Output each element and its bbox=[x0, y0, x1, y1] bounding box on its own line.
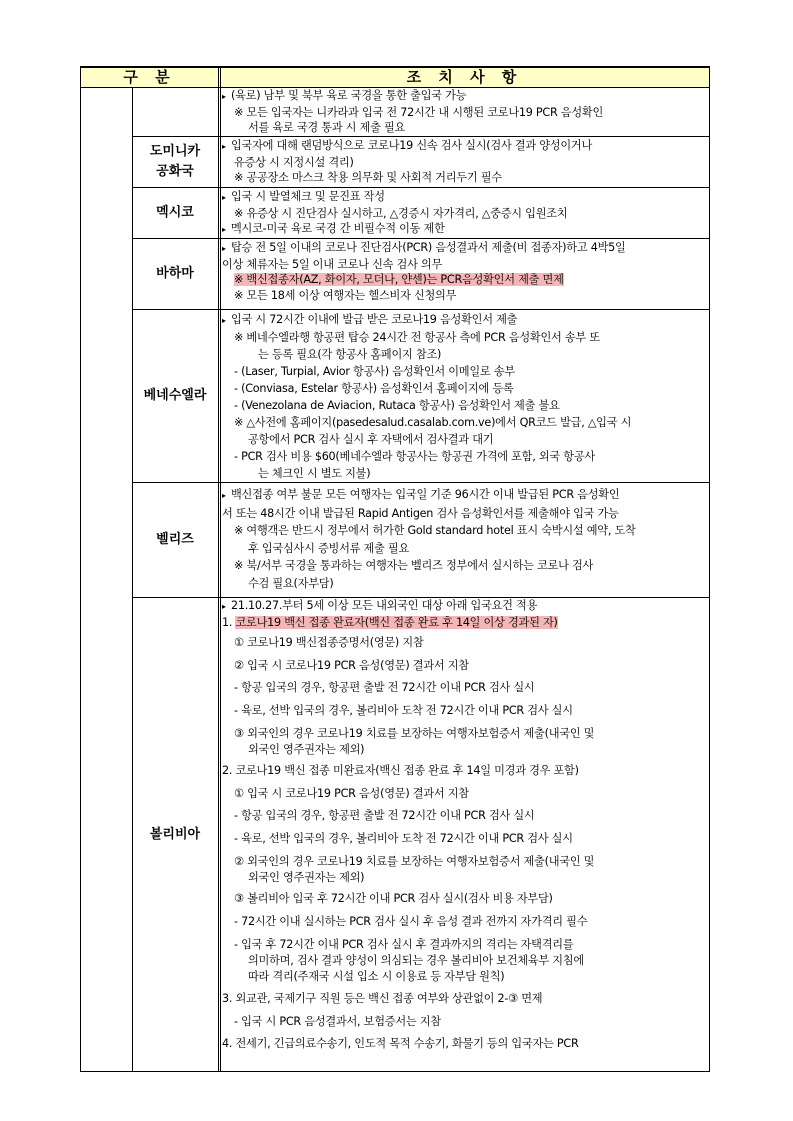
list-item: 4. 전세기, 긴급의료수송기, 인도적 목적 수송기, 화물기 등의 입국자는 PCR bbox=[222, 1037, 579, 1050]
row-dominican-content bbox=[222, 138, 707, 186]
list-item: 는 등록 필요(각 항공사 홈페이지 참조) bbox=[258, 348, 442, 361]
list-item: ▸ 입국 시 발열체크 및 문진표 작성 bbox=[222, 189, 707, 206]
bullet-triangle-icon: ▸ bbox=[222, 142, 226, 151]
list-item: - 항공 입국의 경우, 항공편 출발 전 72시간 이내 PCR 검사 실시 bbox=[234, 809, 535, 822]
row-bolivia-content bbox=[222, 599, 707, 1056]
list-item: ※ 모든 입국자는 니카라과 입국 전 72시간 내 시행된 코로나19 PCR 음성확인 bbox=[234, 105, 604, 119]
list-item: - 항공 입국의 경우, 항공편 출발 전 72시간 이내 PCR 검사 실시 bbox=[234, 681, 535, 694]
list-item: ① 입국 시 코로나19 PCR 음성(영문) 결과서 지참 bbox=[234, 786, 469, 800]
table-border-left bbox=[80, 66, 81, 1072]
country-belize: 벨리즈 bbox=[156, 532, 194, 547]
list-item: ▸ 탑승 전 5일 이내의 코로나 진단검사(PCR) 음성결과서 제출(비 접종자)하고 4박5일 bbox=[222, 240, 707, 257]
country-venezuela: 베네수엘라 bbox=[143, 388, 207, 403]
row-border bbox=[132, 187, 710, 188]
bullet-triangle-icon: ▸ bbox=[222, 491, 226, 500]
list-item: ※ 유증상 시 진단검사 실시하고, △경증시 자가격리, △중증시 입원조치 bbox=[234, 206, 568, 220]
list-item: 외국인 영주권자는 제외) bbox=[248, 871, 365, 884]
list-item: 수검 필요(자부담) bbox=[248, 576, 334, 590]
list-item: ③ 외국인의 경우 코로나19 치료를 보장하는 여행자보험증서 제출(내국인 및 bbox=[234, 727, 595, 740]
column-divider-double-b bbox=[220, 66, 221, 1072]
header-measures: 조 치 사 항 bbox=[220, 66, 709, 88]
country-bahamas: 바하마 bbox=[156, 266, 194, 281]
list-item: 공항에서 PCR 검사 실시 후 자택에서 검사결과 대기 bbox=[248, 433, 494, 446]
country-mexico: 멕시코 bbox=[156, 205, 194, 220]
list-item: ▸ 멕시코-미국 육로 국경 간 비필수적 이동 제한 bbox=[222, 221, 707, 238]
row-belize-content bbox=[222, 486, 707, 592]
highlighted-note: 1. 코로나19 백신 접종 완료자(백신 접종 완료 후 14일 이상 경과된 자) bbox=[222, 616, 558, 629]
highlighted-note: ※ 백신접종자(AZ, 화이자, 모더나, 얀센)는 PCR음성확인서 제출 면제 bbox=[234, 273, 564, 286]
list-item: - 입국 시 PCR 음성결과서, 보험증서는 지참 bbox=[234, 1014, 441, 1028]
list-item: ▸ 입국 시 72시간 이내에 발급 받은 코로나19 음성확인서 제출 bbox=[222, 311, 707, 329]
row-border bbox=[132, 597, 710, 598]
list-item: ② 입국 시 코로나19 PCR 음성(영문) 결과서 지참 bbox=[234, 658, 469, 672]
list-item: - (Venezolana de Aviacion, Rutaca 항공사) 음성확인서 제출 불요 bbox=[234, 399, 560, 412]
list-item: - PCR 검사 비용 $60(베네수엘라 항공사는 항공권 가격에 포함, 외국 항공사 bbox=[234, 450, 595, 463]
list-item: 후 입국심사시 증빙서류 제출 필요 bbox=[248, 541, 410, 555]
list-item: ▸ 백신접종 여부 불문 모든 여행자는 입국일 기준 96시간 이내 발급된 PCR 음성확인 bbox=[222, 486, 707, 505]
list-item: 의미하며, 검사 결과 양성이 의심되는 경우 볼리비아 보건체육부 지침에 bbox=[248, 954, 584, 967]
row-border bbox=[132, 482, 710, 483]
header-category: 구 분 bbox=[81, 66, 218, 88]
list-item: ※ 공공장소 마스크 착용 의무화 및 사회적 거리두기 필수 bbox=[234, 171, 502, 184]
list-item: 따라 격리(주재국 시설 입소 시 이용료 등 자부담 원칙) bbox=[248, 970, 505, 983]
country-bolivia: 볼리비아 bbox=[149, 827, 201, 842]
list-item: 서 또는 48시간 이내 발급된 Rapid Antigen 검사 음성확인서를 제출해야 입국 가능 bbox=[222, 506, 619, 520]
bullet-triangle-icon: ▸ bbox=[222, 193, 226, 202]
bullet-triangle-icon: ▸ bbox=[222, 602, 226, 611]
list-item: ※ △사전에 홈페이지(pasedesalud.casalab.com.ve)에서 QR코드 발급, △입국 시 bbox=[234, 416, 632, 429]
bullet-triangle-icon: ▸ bbox=[222, 244, 226, 253]
measures-table bbox=[80, 66, 710, 1072]
list-item: ※ 북/서부 국경을 통과하는 여행자는 벨리즈 정부에서 실시하는 코로나 검사 bbox=[234, 559, 594, 572]
list-item: 는 체크인 시 별도 지불) bbox=[258, 467, 371, 480]
bullet-triangle-icon: ▸ bbox=[222, 225, 226, 234]
list-item: 유증상 시 지정시설 격리) bbox=[234, 155, 354, 169]
list-item: - 72시간 이내 실시하는 PCR 검사 실시 후 음성 결과 전까지 자가격리 필수 bbox=[234, 914, 588, 928]
row-nicaragua-content bbox=[222, 88, 707, 136]
list-item: 외국인 영주권자는 제외) bbox=[248, 743, 365, 756]
column-divider-double-a bbox=[218, 66, 219, 1072]
country-dominican-republic: 도미니카 공화국 bbox=[149, 144, 201, 179]
row-venezuela-content bbox=[222, 311, 707, 482]
row-border bbox=[132, 238, 710, 239]
list-item: - (Laser, Turpial, Avior 항공사) 음성확인서 이메일로 송부 bbox=[234, 365, 515, 378]
row-bahamas-content bbox=[222, 240, 707, 303]
row-mexico-content bbox=[222, 189, 707, 238]
list-item: 3. 외교관, 국제기구 직원 등은 백신 접종 여부와 상관없이 2-③ 면제 bbox=[222, 992, 543, 1005]
list-item: ※ 모든 18세 이상 여행자는 헬스비자 신청의무 bbox=[234, 288, 457, 302]
list-item: ▸ 입국자에 대해 랜덤방식으로 코로나19 신속 검사 실시(검사 결과 양성이거나 bbox=[222, 138, 707, 155]
list-item: 2. 코로나19 백신 접종 미완료자(백신 접종 완료 후 14일 미경과 경우 포함) bbox=[222, 764, 579, 777]
table-top-border bbox=[80, 66, 710, 68]
bullet-triangle-icon: ▸ bbox=[222, 316, 226, 325]
list-item: ▸ 21.10.27.부터 5세 이상 모든 내외국인 대상 아래 입국요건 적용 bbox=[222, 599, 538, 612]
list-item: - 육로, 선박 입국의 경우, 볼리비아 도착 전 72시간 이내 PCR 검사 실시 bbox=[234, 831, 573, 845]
table-border-right bbox=[709, 66, 710, 1072]
row-border bbox=[132, 309, 710, 310]
list-item: 이상 체류자는 5일 이내 코로나 신속 검사 의무 bbox=[222, 257, 443, 271]
list-item: ③ 볼리비아 입국 후 72시간 이내 PCR 검사 실시(검사 비용 자부담) bbox=[234, 892, 553, 905]
list-item: ② 외국인의 경우 코로나19 치료를 보장하는 여행자보험증서 제출(내국인 및 bbox=[234, 855, 595, 868]
row-border bbox=[132, 136, 710, 137]
list-item: 서를 육로 국경 통과 시 제출 필요 bbox=[248, 121, 406, 134]
list-item: - 육로, 선박 입국의 경우, 볼리비아 도착 전 72시간 이내 PCR 검사 실시 bbox=[234, 703, 573, 717]
list-item: ※ 여행객은 반드시 정부에서 허가한 Gold standard hotel 표시 숙박시설 예약, 도착 bbox=[234, 524, 636, 537]
list-item: - 입국 후 72시간 이내 PCR 검사 실시 후 결과까지의 격리는 자택격리를 bbox=[234, 938, 574, 951]
list-item: ▸ (육로) 남부 및 북부 육로 국경을 통한 출입국 가능 bbox=[222, 88, 707, 105]
bullet-triangle-icon: ▸ bbox=[222, 92, 226, 101]
list-item: - (Conviasa, Estelar 항공사) 음성확인서 홈페이지에 등록 bbox=[234, 382, 514, 395]
list-item: ※ 베네수엘라행 항공편 탑승 24시간 전 항공사 측에 PCR 음성확인서 송부 또 bbox=[234, 331, 600, 344]
list-item: ① 코로나19 백신접종증명서(영문) 지참 bbox=[234, 636, 424, 649]
